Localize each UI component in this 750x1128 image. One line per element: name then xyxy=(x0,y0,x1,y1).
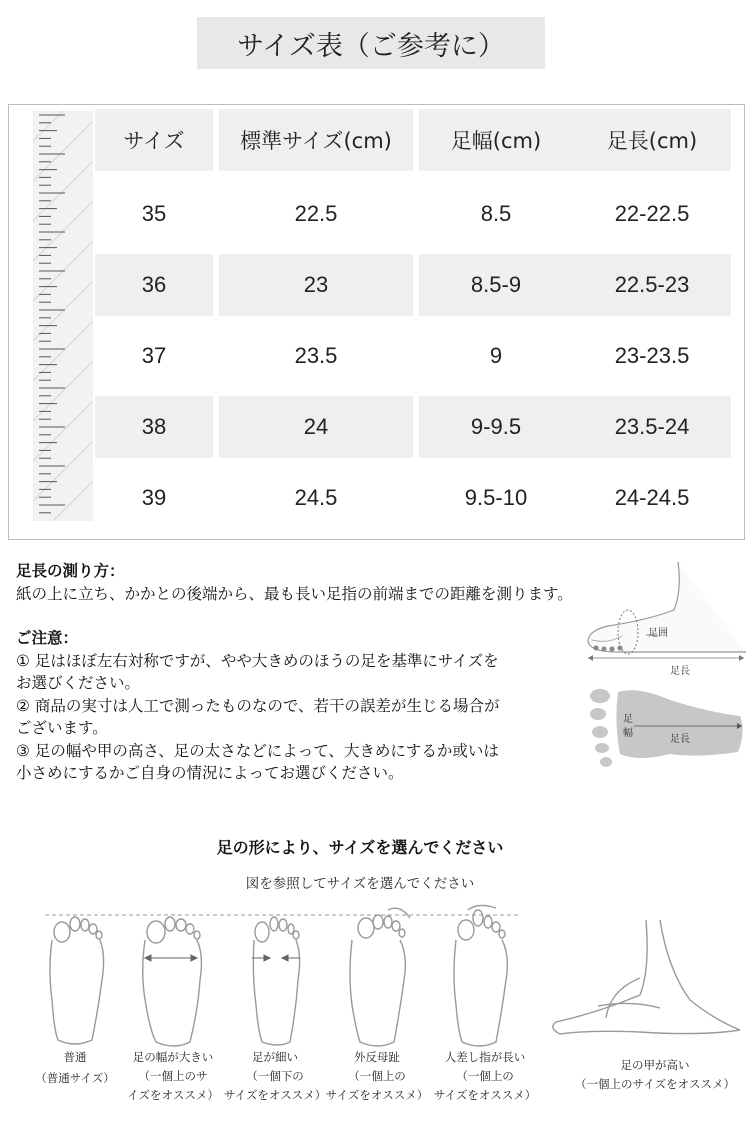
table-cell: 37 xyxy=(141,343,167,368)
table-cell: 24 xyxy=(219,396,413,458)
notice-heading: ご注意： xyxy=(16,629,79,647)
table-cell: 38 xyxy=(95,396,213,458)
table-cell: 9-9.5 xyxy=(419,396,573,458)
table-cell: 23.5-24 xyxy=(573,396,731,458)
caption-narrow: 足が細い （一個下の サイズをオススメ） xyxy=(223,1050,327,1102)
table-cell: 22-22.5 xyxy=(614,201,690,226)
notice-line: ございます。 xyxy=(16,719,108,737)
foot-length-label-top: 足長 xyxy=(670,666,690,677)
notice-line: 小さめにするかご自身の情況によってお選びください。 xyxy=(16,764,404,782)
high-instep-foot-icon xyxy=(553,920,740,1034)
notice-line: ② 商品の実寸は人工で測ったものなので、若干の誤差が生じる場合が xyxy=(16,696,500,715)
header-foot-length: 足長(cm) xyxy=(573,109,731,171)
table-cell: 8.5 xyxy=(480,201,512,226)
foot-length-label-bottom: 足長 xyxy=(670,734,690,745)
table-cell: 23-23.5 xyxy=(614,343,690,368)
foot-side-icon xyxy=(578,560,748,685)
table-cell: 24.5 xyxy=(294,485,338,510)
notice-line: ③ 足の幅や甲の高さ、足の太さなどによって、大きめにするか或いは xyxy=(16,741,499,760)
notes-section xyxy=(16,560,586,785)
table-cell: 39 xyxy=(141,485,167,510)
table-cell: 22.5-23 xyxy=(573,254,731,316)
wide-foot-icon xyxy=(143,917,202,1046)
bunion-foot-icon xyxy=(350,908,410,1046)
long-toe-foot-icon xyxy=(454,905,507,1046)
table-cell: 8.5-9 xyxy=(419,254,573,316)
page-title: サイズ表（ご参考に） xyxy=(197,17,545,69)
foot-width-label-2: 幅 xyxy=(623,728,633,739)
ruler-graphic xyxy=(33,111,93,521)
foot-girth-label: 足囲 xyxy=(648,628,668,639)
foot-width-label-1: 足 xyxy=(623,714,633,725)
table-cell: 24-24.5 xyxy=(614,485,690,510)
table-cell: 35 xyxy=(141,201,167,226)
size-table xyxy=(8,104,745,540)
caption-high-instep: 足の甲が高い （一個上のサイズをオススメ） xyxy=(575,1058,735,1091)
table-cell: 22.5 xyxy=(294,201,338,226)
notice-line: ① 足はほぼ左右対称ですが、やや大きめのほうの足を基準にサイズを xyxy=(16,651,499,670)
table-cell: 23.5 xyxy=(294,343,338,368)
narrow-foot-icon xyxy=(253,917,299,1045)
table-cell: 9 xyxy=(489,343,503,368)
measure-heading: 足長の測り方： xyxy=(16,562,125,580)
caption-normal: 普通 （普通サイズ） xyxy=(35,1050,115,1085)
caption-bunion: 外反母趾 （一個上の サイズをオススメ） xyxy=(325,1050,429,1102)
measure-text: 紙の上に立ち、かかとの後端から、最も長い足指の前端までの距離を測ります。 xyxy=(16,584,573,603)
table-cell: 23 xyxy=(219,254,413,316)
header-foot-width: 足幅(cm) xyxy=(419,109,573,171)
shapes-subtitle: 図を参照してサイズを選んでください xyxy=(245,876,475,892)
caption-long-toe: 人差し指が長い （一個上の サイズをオススメ） xyxy=(433,1050,537,1102)
table-cell: 9.5-10 xyxy=(464,485,528,510)
caption-wide: 足の幅が大きい （一個上のサ イズをオススメ） xyxy=(127,1050,219,1102)
shapes-title: 足の形により、サイズを選んでください xyxy=(216,838,504,857)
header-standard-size: 標準サイズ(cm) xyxy=(219,109,413,171)
notice-line: お選びください。 xyxy=(16,674,141,692)
normal-foot-icon xyxy=(50,917,104,1044)
header-size: サイズ xyxy=(95,109,213,171)
table-cell: 36 xyxy=(95,254,213,316)
foot-sole-icon xyxy=(578,682,748,772)
